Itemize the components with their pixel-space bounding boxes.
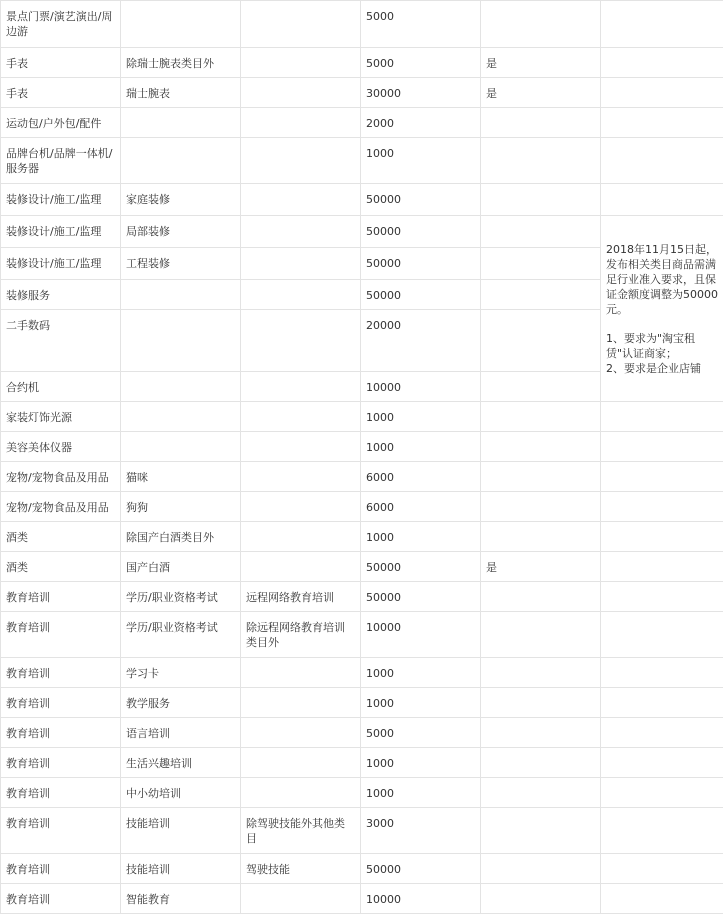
subsubcategory-cell: [241, 778, 361, 808]
subsubcategory-cell: [241, 48, 361, 78]
table-row: [1, 432, 723, 462]
table-row: [1, 522, 723, 552]
flag-cell: [481, 216, 601, 248]
flag-cell: [481, 432, 601, 462]
flag-cell: [481, 582, 601, 612]
deposit-cell: 6000: [361, 462, 481, 492]
subsubcategory-cell: [241, 718, 361, 748]
deposit-cell: 50000: [361, 248, 481, 280]
deposit-cell: 5000: [361, 718, 481, 748]
subcategory-cell: 瑞士腕表: [121, 78, 241, 108]
category-cell: 宠物/宠物食品及用品: [1, 492, 121, 522]
subsubcategory-cell: [241, 280, 361, 310]
table-row: [1, 854, 723, 884]
table-row: [1, 884, 723, 914]
flag-cell: [481, 718, 601, 748]
category-cell: 教育培训: [1, 854, 121, 884]
table-row: [1, 78, 723, 108]
subcategory-cell: 学历/职业资格考试: [121, 582, 241, 612]
remark-cell: [601, 854, 723, 884]
remark-cell: [601, 48, 723, 78]
subcategory-cell: 中小幼培训: [121, 778, 241, 808]
subcategory-cell: 生活兴趣培训: [121, 748, 241, 778]
deposit-cell: 30000: [361, 78, 481, 108]
subcategory-cell: [121, 108, 241, 138]
remark-cell: [601, 748, 723, 778]
flag-cell: [481, 808, 601, 854]
note-requirement-1: 1、要求为"淘宝租赁"认证商家；: [606, 331, 696, 360]
remark-note-cell: [601, 216, 723, 402]
category-cell: 二手数码: [1, 310, 121, 372]
flag-cell: [481, 778, 601, 808]
subsubcategory-cell: 除驾驶技能外其他类目: [241, 808, 361, 854]
subcategory-cell: 局部装修: [121, 216, 241, 248]
table-row: [1, 492, 723, 522]
flag-cell: [481, 748, 601, 778]
subsubcategory-cell: 除远程网络教育培训类目外: [241, 612, 361, 658]
deposit-cell: 1000: [361, 688, 481, 718]
flag-cell: [481, 108, 601, 138]
category-cell: 酒类: [1, 522, 121, 552]
deposit-cell: 1000: [361, 402, 481, 432]
category-cell: 教育培训: [1, 884, 121, 914]
subcategory-cell: 除瑞士腕表类目外: [121, 48, 241, 78]
remark-cell: [601, 432, 723, 462]
table-row: [1, 612, 723, 658]
table-row: [1, 1, 723, 48]
subcategory-cell: [121, 432, 241, 462]
table-row: [1, 108, 723, 138]
flag-cell: 是: [481, 552, 601, 582]
subsubcategory-cell: [241, 78, 361, 108]
subcategory-cell: 猫咪: [121, 462, 241, 492]
category-cell: 教育培训: [1, 718, 121, 748]
remark-cell: [601, 492, 723, 522]
remark-cell: [601, 582, 723, 612]
subsubcategory-cell: [241, 108, 361, 138]
remark-cell: [601, 612, 723, 658]
remark-cell: [601, 808, 723, 854]
subsubcategory-cell: [241, 748, 361, 778]
deposit-cell: 20000: [361, 310, 481, 372]
table-row: [1, 658, 723, 688]
subcategory-cell: 国产白酒: [121, 552, 241, 582]
subcategory-cell: 智能教育: [121, 884, 241, 914]
category-cell: 手表: [1, 48, 121, 78]
flag-cell: [481, 248, 601, 280]
deposit-cell: 5000: [361, 1, 481, 48]
flag-cell: [481, 372, 601, 402]
table-row: [1, 688, 723, 718]
remark-cell: [601, 884, 723, 914]
deposit-cell: 50000: [361, 280, 481, 310]
subsubcategory-cell: [241, 216, 361, 248]
subcategory-cell: 教学服务: [121, 688, 241, 718]
remark-cell: [601, 552, 723, 582]
subsubcategory-cell: [241, 138, 361, 184]
remark-cell: [601, 184, 723, 216]
deposit-cell: 50000: [361, 552, 481, 582]
table-row: [1, 778, 723, 808]
flag-cell: [481, 184, 601, 216]
deposit-cell: 1000: [361, 522, 481, 552]
table-row: [1, 402, 723, 432]
category-cell: 合约机: [1, 372, 121, 402]
subsubcategory-cell: [241, 462, 361, 492]
remark-cell: [601, 688, 723, 718]
category-cell: 运动包/户外包/配件: [1, 108, 121, 138]
deposit-cell: 50000: [361, 854, 481, 884]
subcategory-cell: 工程装修: [121, 248, 241, 280]
subsubcategory-cell: [241, 522, 361, 552]
table-row: [1, 184, 723, 216]
deposit-cell: 1000: [361, 748, 481, 778]
subsubcategory-cell: 驾驶技能: [241, 854, 361, 884]
note-policy-text: 2018年11月15日起，发布相关类目商品需满足行业准入要求，且保证金额度调整为50000元。: [606, 242, 718, 316]
table-row: [1, 138, 723, 184]
subsubcategory-cell: [241, 1, 361, 48]
flag-cell: [481, 658, 601, 688]
flag-cell: [481, 612, 601, 658]
flag-cell: [481, 884, 601, 914]
subcategory-cell: [121, 310, 241, 372]
category-cell: 手表: [1, 78, 121, 108]
table-row: [1, 462, 723, 492]
deposit-cell: 50000: [361, 184, 481, 216]
subsubcategory-cell: [241, 492, 361, 522]
remark-cell: [601, 778, 723, 808]
subcategory-cell: [121, 138, 241, 184]
table-row: [1, 216, 723, 248]
category-cell: 品牌台机/品牌一体机/服务器: [1, 138, 121, 184]
table-row: [1, 748, 723, 778]
flag-cell: [481, 492, 601, 522]
remark-cell: [601, 658, 723, 688]
flag-cell: [481, 854, 601, 884]
subcategory-cell: 语言培训: [121, 718, 241, 748]
table-row: [1, 718, 723, 748]
remark-cell: [601, 78, 723, 108]
note-requirement-2: 2、要求是企业店铺: [606, 361, 701, 375]
flag-cell: [481, 688, 601, 718]
subsubcategory-cell: [241, 658, 361, 688]
subsubcategory-cell: [241, 248, 361, 280]
remark-cell: [601, 138, 723, 184]
subsubcategory-cell: [241, 310, 361, 372]
deposit-cell: 10000: [361, 612, 481, 658]
category-cell: 教育培训: [1, 612, 121, 658]
deposit-cell: 1000: [361, 778, 481, 808]
subsubcategory-cell: 远程网络教育培训: [241, 582, 361, 612]
category-cell: 酒类: [1, 552, 121, 582]
deposit-cell: 1000: [361, 658, 481, 688]
deposit-cell: 2000: [361, 108, 481, 138]
deposit-cell: 6000: [361, 492, 481, 522]
category-cell: 装修设计/施工/监理: [1, 248, 121, 280]
remark-cell: [601, 1, 723, 48]
subsubcategory-cell: [241, 552, 361, 582]
remark-cell: [601, 522, 723, 552]
category-cell: 装修服务: [1, 280, 121, 310]
subsubcategory-cell: [241, 884, 361, 914]
deposit-cell: 1000: [361, 432, 481, 462]
subcategory-cell: 技能培训: [121, 808, 241, 854]
subcategory-cell: 学历/职业资格考试: [121, 612, 241, 658]
subsubcategory-cell: [241, 184, 361, 216]
flag-cell: [481, 138, 601, 184]
subcategory-cell: [121, 280, 241, 310]
remark-cell: [601, 462, 723, 492]
flag-cell: 是: [481, 48, 601, 78]
category-cell: 教育培训: [1, 808, 121, 854]
subsubcategory-cell: [241, 402, 361, 432]
table-row: [1, 582, 723, 612]
table-row: [1, 552, 723, 582]
deposit-cell: 50000: [361, 216, 481, 248]
category-cell: 美容美体仪器: [1, 432, 121, 462]
deposit-cell: 10000: [361, 372, 481, 402]
subsubcategory-cell: [241, 688, 361, 718]
flag-cell: 是: [481, 78, 601, 108]
table-row: [1, 808, 723, 854]
remark-cell: [601, 718, 723, 748]
deposit-cell: 10000: [361, 884, 481, 914]
remark-cell: [601, 402, 723, 432]
subcategory-cell: 除国产白酒类目外: [121, 522, 241, 552]
category-cell: 装修设计/施工/监理: [1, 216, 121, 248]
category-cell: 装修设计/施工/监理: [1, 184, 121, 216]
category-cell: 教育培训: [1, 582, 121, 612]
subcategory-cell: [121, 1, 241, 48]
flag-cell: [481, 402, 601, 432]
deposit-cell: 50000: [361, 582, 481, 612]
subsubcategory-cell: [241, 372, 361, 402]
deposit-cell: 3000: [361, 808, 481, 854]
subcategory-cell: [121, 402, 241, 432]
subcategory-cell: [121, 372, 241, 402]
category-cell: 教育培训: [1, 778, 121, 808]
table-row: [1, 48, 723, 78]
category-cell: 教育培训: [1, 748, 121, 778]
flag-cell: [481, 522, 601, 552]
subcategory-cell: 狗狗: [121, 492, 241, 522]
category-cell: 教育培训: [1, 688, 121, 718]
flag-cell: [481, 462, 601, 492]
flag-cell: [481, 280, 601, 310]
category-cell: 教育培训: [1, 658, 121, 688]
category-cell: 家装灯饰光源: [1, 402, 121, 432]
subsubcategory-cell: [241, 432, 361, 462]
flag-cell: [481, 1, 601, 48]
category-cell: 景点门票/演艺演出/周边游: [1, 1, 121, 48]
deposit-cell: 1000: [361, 138, 481, 184]
subcategory-cell: 家庭装修: [121, 184, 241, 216]
remark-cell: [601, 108, 723, 138]
category-cell: 宠物/宠物食品及用品: [1, 462, 121, 492]
deposit-cell: 5000: [361, 48, 481, 78]
subcategory-cell: 学习卡: [121, 658, 241, 688]
flag-cell: [481, 310, 601, 372]
subcategory-cell: 技能培训: [121, 854, 241, 884]
